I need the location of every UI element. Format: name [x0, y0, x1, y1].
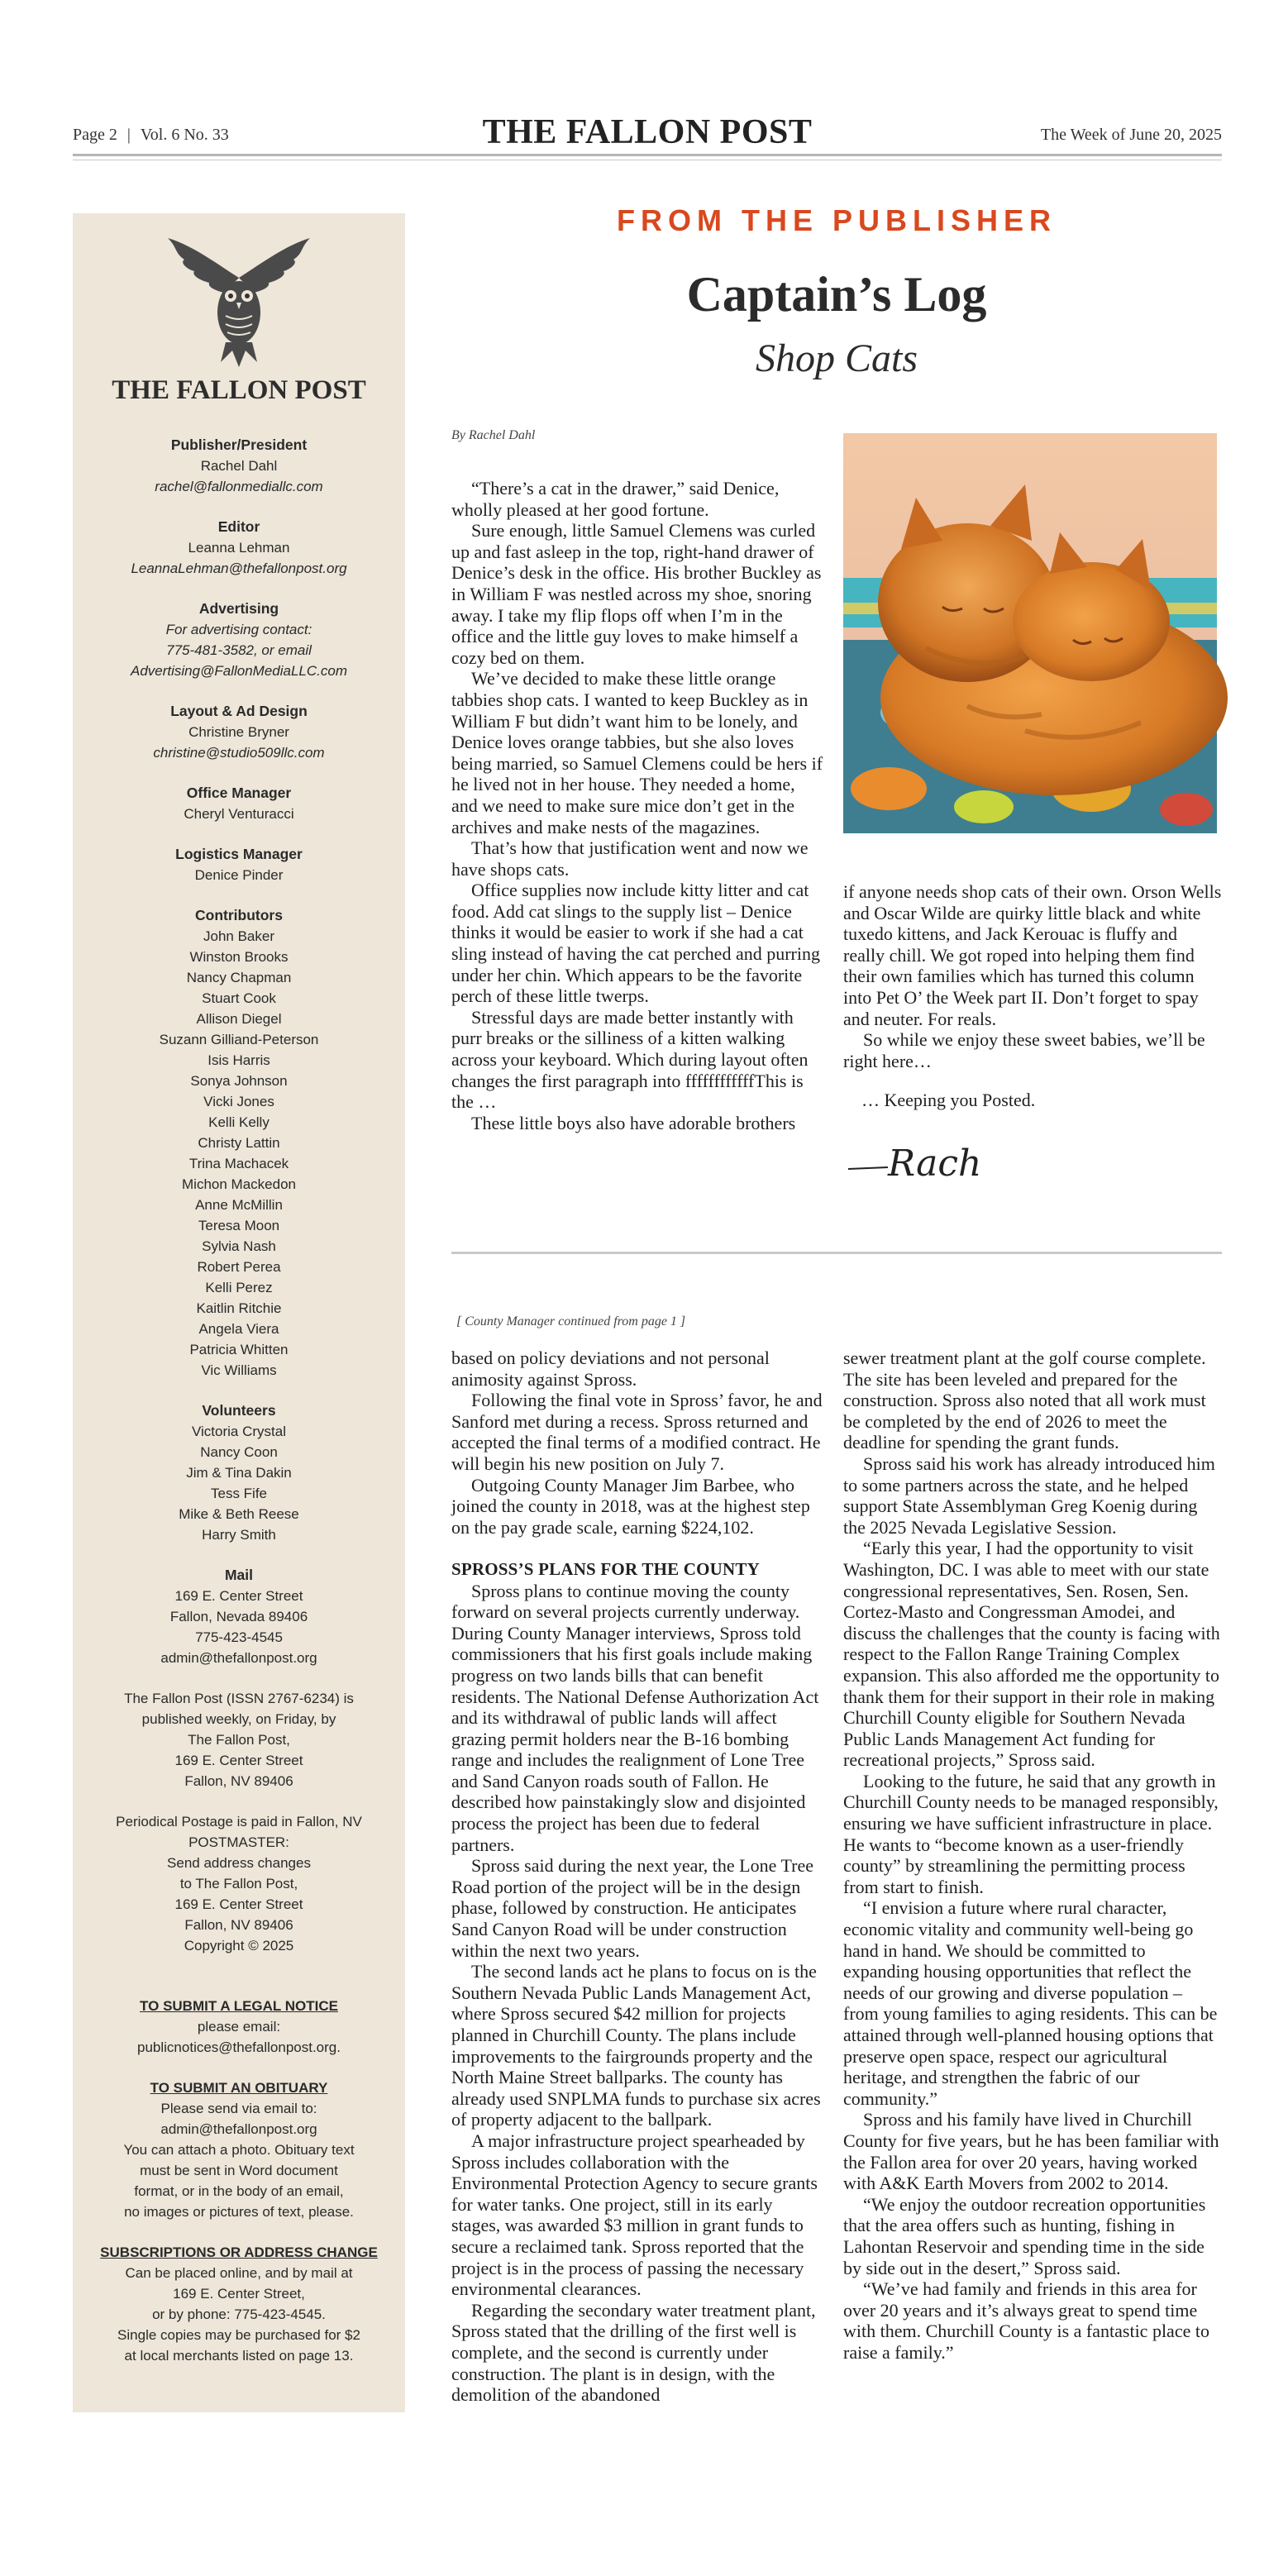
- news-column-1: [451, 1348, 825, 2406]
- postage-line: 169 E. Center Street: [174, 1896, 303, 1912]
- contributor-name: Kelli Perez: [205, 1280, 273, 1295]
- layout-block: [84, 701, 394, 763]
- article-paragraph: “There’s a cat in the drawer,” said Denice, wholly pleased at her good fortune.: [451, 478, 780, 520]
- issn-line: 169 E. Center Street: [174, 1753, 303, 1768]
- postage-line: Send address changes: [167, 1855, 311, 1871]
- news-paragraph: based on policy deviations and not personal animosity against Spross.: [451, 1348, 770, 1390]
- page-number: Page 2: [73, 126, 117, 144]
- mail-line: admin@thefallonpost.org: [160, 1650, 317, 1666]
- volunteer-name: Tess Fife: [210, 1486, 268, 1501]
- section-kicker: FROM THE PUBLISHER: [616, 203, 1057, 237]
- staff-sidebar: [73, 213, 405, 2412]
- layout-email: christine@studio509llc.com: [153, 745, 325, 761]
- layout-name: Christine Bryner: [188, 724, 289, 740]
- news-paragraph: Spross said during the next year, the Lone Tree Road portion of the project will be in the design phase, followed by construction. He anticipates Sand Canyon Road will be under construction within the next two years.: [451, 1855, 813, 1961]
- article-paragraph: We’ve decided to make these little orange tabbies shop cats. I wanted to keep Buckley as in William F but didn’t want him to be lonely, and Denice loves orange tabbies, but she also loves being married, so Samuel Clemens could be hers if he lived not in her house. They needed a home, and we need to make sure mice don’t get in the archives and make nests of the magazines.: [451, 668, 823, 837]
- obituary-block: [84, 2077, 394, 2222]
- article-paragraph: These little boys also have adorable brothers: [471, 1112, 796, 1133]
- article-paragraph: if anyone needs shop cats of their own. Orson Wells and Oscar Wilde are quirky little black and white tuxedo kittens, and Jack Kerouac is fluffy and really chill. We got roped into helping them find their own families which has turned this column into Pet O’ the Week part II. Don’t forget to spay and neuter. For reals.: [843, 881, 1222, 1029]
- editor-name: Leanna Lehman: [188, 540, 290, 556]
- article-title: Captain’s Log: [686, 267, 987, 322]
- volunteer-name: Nancy Coon: [200, 1444, 278, 1460]
- contributor-name: Teresa Moon: [198, 1218, 280, 1233]
- obituary-line: Please send via email to:: [160, 2101, 317, 2116]
- owl-logo-icon: [166, 230, 312, 370]
- news-column-2: [843, 1348, 1222, 2364]
- contributor-name: Vicki Jones: [203, 1094, 274, 1109]
- advertising-line: For advertising contact:: [165, 622, 312, 637]
- obituary-email: admin@thefallonpost.org: [160, 2121, 317, 2137]
- logistics-title: Logistics Manager: [175, 846, 303, 862]
- postage-block: [84, 1811, 394, 1956]
- obituary-line: You can attach a photo. Obituary text: [123, 2142, 355, 2158]
- news-paragraph: Spross plans to continue moving the county forward on several projects currently underway. During County Manager interviews, Spross told commissioners that his first goals include making progress on two lands bills that can benefit residents. The National Defense Authorization Act and its withdrawal of public lands will affect grazing permit holders near the B-16 bombing range and includes the realignment of Lone Tree and Sand Canyon roads south of Fallon. He described how painstakingly slow and disjointed process the project has been due to federal partners.: [451, 1580, 819, 1855]
- obituary-title: TO SUBMIT AN OBITUARY: [150, 2080, 328, 2096]
- contributors-block: [84, 905, 394, 1381]
- subscriptions-line: or by phone: 775-423-4545.: [152, 2306, 326, 2322]
- volunteers-block: [84, 1400, 394, 1545]
- contributor-name: Michon Mackedon: [182, 1176, 296, 1192]
- advertising-title: Advertising: [198, 600, 279, 617]
- contributor-name: Nancy Chapman: [186, 970, 292, 985]
- mail-title: Mail: [224, 1567, 254, 1583]
- volunteer-name: Mike & Beth Reese: [179, 1506, 299, 1522]
- page-header: [73, 112, 1222, 154]
- mail-line: 169 E. Center Street: [174, 1588, 303, 1604]
- contributor-name: Kelli Kelly: [208, 1114, 270, 1130]
- office-name: Cheryl Venturacci: [184, 806, 294, 822]
- contributor-name: Winston Brooks: [189, 949, 289, 965]
- article-paragraph: That’s how that justification went and now we have shops cats.: [451, 837, 809, 880]
- volunteers-title: Volunteers: [202, 1402, 276, 1419]
- news-paragraph: sewer treatment plant at the golf course complete. The site has been leveled and prepared for the construction. Spross also noted that all work must be completed by the end of 2026 to meet the deadline for spending the grant funds.: [843, 1348, 1206, 1453]
- issn-line: The Fallon Post,: [188, 1732, 290, 1748]
- signature-graphic: [845, 1131, 982, 1189]
- masthead-title: THE FALLON POST: [482, 113, 813, 151]
- contributor-name: Christy Lattin: [198, 1135, 280, 1151]
- editor-block: [84, 517, 394, 579]
- contributor-name: Angela Viera: [198, 1321, 279, 1337]
- obituary-line: must be sent in Word document: [140, 2163, 338, 2178]
- postage-line: Periodical Postage is paid in Fallon, NV: [116, 1814, 362, 1829]
- editor-title: Editor: [217, 518, 260, 535]
- advertising-line: 775-481-3582, or email: [166, 642, 312, 658]
- issn-line: Fallon, NV 89406: [184, 1773, 293, 1789]
- news-subhead: SPROSS’S PLANS FOR THE COUNTY: [451, 1558, 760, 1579]
- article-paragraph: So while we enjoy these sweet babies, we’ll be right here…: [843, 1029, 1205, 1071]
- volume-number: Vol. 6 No. 33: [140, 126, 229, 144]
- article-paragraph: Stressful days are made better instantly with purr breaks or the silliness of a kitten walking across your keyboard. Which during layout often changes the first paragraph into ffffffffffffThis is the …: [451, 1006, 809, 1113]
- contributor-name: Sonya Johnson: [190, 1073, 288, 1089]
- mail-line: Fallon, Nevada 89406: [169, 1609, 308, 1624]
- article-subtitle: Shop Cats: [755, 336, 918, 380]
- office-block: [84, 783, 394, 824]
- article-paragraph: Sure enough, little Samuel Clemens was curled up and fast asleep in the top, right-hand drawer of Denice’s desk in the office. His brother Buckley as in William F was nestled across my shoe, snoring away. I take my flip flops off when I’m in the office and the little guy loves to make himself a cozy bed on them.: [451, 520, 822, 668]
- article-column-1: [451, 478, 825, 1133]
- news-paragraph: “We’ve had family and friends in this area for over 20 years and it’s always great to spend time with them. Churchill County is a fantastic place to raise a family.”: [843, 2278, 1209, 2363]
- mail-block: [84, 1565, 394, 1668]
- kittens-photo: [843, 433, 1217, 833]
- copyright: Copyright © 2025: [184, 1938, 294, 1953]
- volunteer-name: Harry Smith: [202, 1527, 276, 1543]
- subscriptions-line: at local merchants listed on page 13.: [124, 2348, 354, 2364]
- contributor-name: Patricia Whitten: [189, 1342, 289, 1357]
- continued-note: [ County Manager continued from page 1 ]: [456, 1314, 686, 1329]
- news-paragraph: Following the final vote in Spross’ favor, he and Sanford met during a recess. Spross returned and accepted the final terms of a modified contract. He will begin his new position on July 7.: [451, 1390, 823, 1474]
- publisher-name: Rachel Dahl: [200, 458, 278, 474]
- article-byline: By Rachel Dahl: [451, 428, 536, 442]
- news-paragraph: “We enjoy the outdoor recreation opportunities that the area offers such as hunting, fishing in Lahontan Reservoir and spending time in the side by side out in the desert,” Spross said.: [843, 2193, 1206, 2278]
- contributor-name: Kaitlin Ritchie: [196, 1300, 282, 1316]
- issn-block: [84, 1688, 394, 1791]
- advertising-block: [84, 599, 394, 681]
- subscriptions-line: Single copies may be purchased for $2: [117, 2327, 360, 2343]
- news-paragraph: Outgoing County Manager Jim Barbee, who joined the county in 2018, was at the highest step on the pay grade scale, earning $224,102.: [451, 1474, 810, 1538]
- contributor-name: Stuart Cook: [202, 990, 276, 1006]
- news-paragraph: Looking to the future, he said that any growth in Churchill County needs to be managed responsibly, ensuring we have sufficient infrastructure in place. He wants to “become known as a user-friendly county” by streamlining the permitting process from start to finish.: [843, 1770, 1219, 1897]
- advertising-email: Advertising@FallonMediaLLC.com: [131, 663, 347, 679]
- section-divider: [451, 1252, 1222, 1254]
- article-column-2: [843, 881, 1222, 1111]
- publisher-title: Publisher/President: [170, 436, 308, 453]
- news-paragraph: Spross and his family have lived in Churchill County for five years, but he has been familiar with the Fallon area for over 20 years, having worked with A&K Earth Movers from 2002 to 2014.: [843, 2109, 1219, 2194]
- contributor-name: Vic Williams: [201, 1362, 277, 1378]
- logistics-block: [84, 844, 394, 885]
- volunteer-name: Victoria Crystal: [192, 1424, 286, 1439]
- news-paragraph: The second lands act he plans to focus on is the Southern Nevada Public Lands Management Act, where Spross secured $42 million for projects planned in Churchill County. The plans include improvements to the fairgrounds property and the North Maine Street ballparks. The county has already used SNPLMA funds to purchase six acres of property adjacent to the ballpark.: [451, 1961, 821, 2130]
- editor-email: LeannaLehman@thefallonpost.org: [131, 561, 347, 576]
- header-rule: [73, 154, 1222, 156]
- mail-line: 775-423-4545: [195, 1629, 283, 1645]
- contributor-name: Allison Diegel: [196, 1011, 282, 1027]
- signature-text: Rach: [888, 1143, 982, 1185]
- article-signoff: … Keeping you Posted.: [861, 1090, 1036, 1111]
- legal-notice-line: please email:: [197, 2019, 281, 2035]
- contributor-name: John Baker: [203, 928, 274, 944]
- legal-notice-block: [84, 1996, 394, 2058]
- contributor-name: Suzann Gilliand-Peterson: [159, 1032, 319, 1047]
- news-paragraph: “I envision a future where rural character, economic vitality and community well-being go hand in hand. We should be committed to expanding housing opportunities that reflect the needs of our growing and diverse population – from young families to aging residents. This can be attained through well-planned housing options that preserve open space, respect our agricultural heritage, and strengthen the fabric of our community.”: [843, 1897, 1218, 2109]
- contributor-name: Isis Harris: [208, 1052, 270, 1068]
- obituary-line: no images or pictures of text, please.: [124, 2204, 354, 2220]
- contributor-name: Trina Machacek: [188, 1156, 289, 1171]
- layout-title: Layout & Ad Design: [170, 703, 308, 719]
- news-paragraph: Spross said his work has already introduced him to some partners across the state, and he helped support State Assemblyman Greg Koenig during the 2025 Nevada Legislative Session.: [843, 1453, 1215, 1538]
- office-title: Office Manager: [186, 785, 292, 801]
- sidebar-masthead: THE FALLON POST: [112, 375, 366, 405]
- issn-line: The Fallon Post (ISSN 2767-6234) is: [124, 1691, 354, 1706]
- legal-notice-email: publicnotices@thefallonpost.org.: [137, 2039, 341, 2055]
- issue-date: The Week of June 20, 2025: [1040, 126, 1222, 144]
- subscriptions-block: [84, 2242, 394, 2366]
- issue-info: Page 2 | Vol. 6 No. 33: [73, 126, 229, 144]
- logistics-name: Denice Pinder: [194, 867, 284, 883]
- contributors-title: Contributors: [195, 907, 283, 923]
- contributor-name: Sylvia Nash: [202, 1238, 276, 1254]
- issn-line: published weekly, on Friday, by: [141, 1711, 336, 1727]
- publisher-email: rachel@fallonmediallc.com: [155, 479, 323, 494]
- subscriptions-line: 169 E. Center Street,: [173, 2286, 305, 2302]
- contributor-name: Robert Perea: [197, 1259, 281, 1275]
- subscriptions-line: Can be placed online, and by mail at: [125, 2265, 353, 2281]
- news-paragraph: A major infrastructure project spearheaded by Spross includes collaboration with the Environmental Protection Agency to secure grants for water tanks. One project, still in its early stages, was awarded $3 million in grant funds to secure a reclaimed tank. Spross reported that the project is in the process of passing the necessary environmental clearances.: [451, 2130, 818, 2300]
- publisher-block: [84, 435, 394, 497]
- volunteer-name: Jim & Tina Dakin: [186, 1465, 292, 1481]
- news-paragraph: Regarding the secondary water treatment plant, Spross stated that the drilling of the first well is complete, and the second is currently under construction. The plant is in design, with the demolition of the abandoned: [451, 2299, 816, 2406]
- legal-notice-title: TO SUBMIT A LEGAL NOTICE: [140, 1998, 338, 2014]
- postage-line: POSTMASTER:: [188, 1834, 289, 1850]
- postage-line: to The Fallon Post,: [179, 1876, 298, 1891]
- obituary-line: format, or in the body of an email,: [134, 2183, 344, 2199]
- subscriptions-title: SUBSCRIPTIONS OR ADDRESS CHANGE: [100, 2244, 378, 2260]
- postage-line: Fallon, NV 89406: [184, 1917, 293, 1933]
- article-paragraph: Office supplies now include kitty litter and cat food. Add cat slings to the supply list – Denice thinks it would be easier to work if she had a cat sling instead of having the cat perched and purring under her chin. Which appears to be the favorite perch of these little twerps.: [451, 880, 820, 1007]
- contributor-name: Anne McMillin: [195, 1197, 283, 1213]
- news-paragraph: “Early this year, I had the opportunity to visit Washington, DC. I was able to meet with our state congressional representatives, Sen. Rosen, Sen. Cortez-Masto and Congressman Amodei, and discuss the challenges that the county is facing with respect to the Fallon Range Training Complex expansion. This also afforded me the opportunity to thank them for their support in their role in making Churchill County eligible for Southern Nevada Public Lands Management Act funding for recreational projects,” Spross said.: [843, 1538, 1220, 1771]
